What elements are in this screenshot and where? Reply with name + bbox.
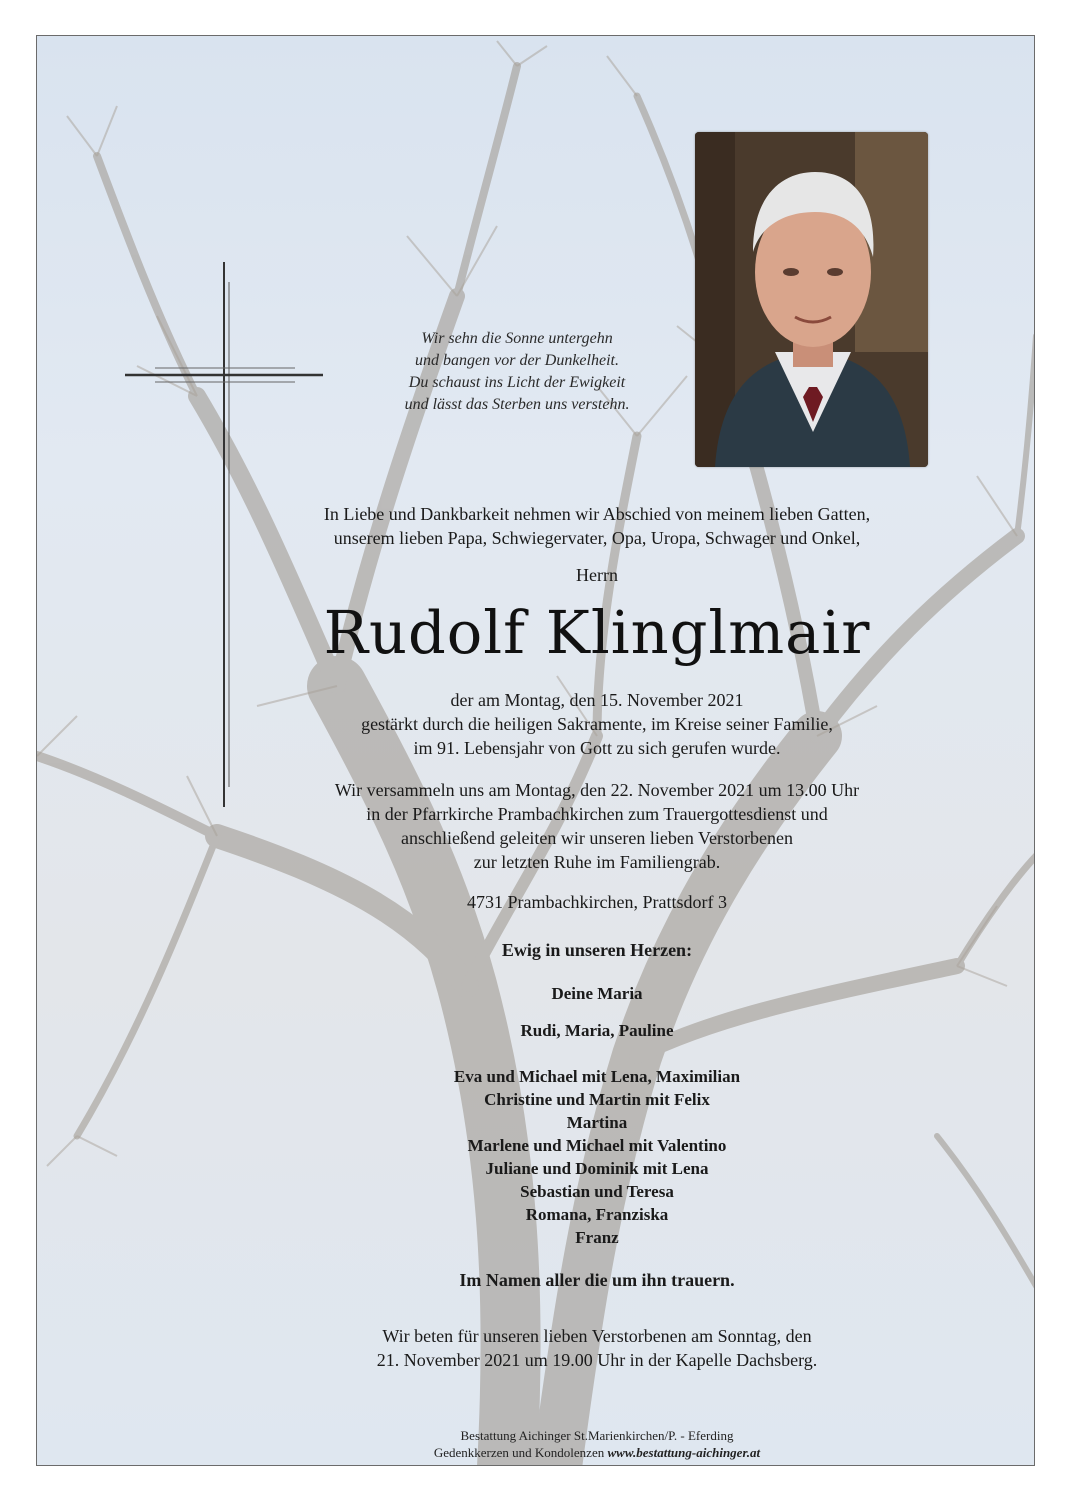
grandchildren-line: Christine und Martin mit Felix	[484, 1090, 710, 1109]
address: 4731 Prambachkirchen, Prattsdorf 3	[467, 892, 727, 912]
prayer-notice	[237, 1324, 957, 1372]
grandchildren-line: Sebastian und Teresa	[520, 1182, 674, 1201]
prayer-line: 21. November 2021 um 19.00 Uhr in der Kapelle Dachsberg.	[376, 1350, 818, 1370]
spouse: Deine Maria	[551, 984, 643, 1003]
intro-line: unserem lieben Papa, Schwiegervater, Opa, Uropa, Schwager und Onkel,	[333, 528, 861, 548]
grandchildren-line: Martina	[566, 1113, 628, 1132]
footer	[237, 1427, 957, 1461]
grandchildren-line: Franz	[575, 1228, 619, 1247]
mourners-heading: Ewig in unseren Herzen:	[501, 940, 693, 960]
death-notice-line: gestärkt durch die heiligen Sakramente, im Kreise seiner Familie,	[361, 714, 833, 734]
portrait-photo	[695, 132, 928, 467]
grandchildren-line: Marlene und Michael mit Valentino	[467, 1136, 727, 1155]
obituary-card	[36, 35, 1035, 1466]
grandchildren-list	[237, 1065, 957, 1249]
funeral-line: zur letzten Ruhe im Familiengrab.	[473, 852, 721, 872]
funeral-line: in der Pfarrkirche Prambachkirchen zum Trauergottesdienst und	[366, 804, 828, 824]
footer-contact	[237, 1444, 957, 1461]
closing-line: Im Namen aller die um ihn trauern.	[459, 1270, 735, 1290]
death-notice-line: der am Montag, den 15. November 2021	[450, 690, 744, 710]
children: Rudi, Maria, Pauline	[520, 1021, 674, 1040]
death-notice	[237, 688, 957, 760]
grandchildren-line: Juliane und Dominik mit Lena	[485, 1159, 709, 1178]
poem-line: und lässt das Sterben uns verstehn.	[404, 396, 630, 413]
poem-line: und bangen vor der Dunkelheit.	[415, 352, 619, 369]
intro-line: In Liebe und Dankbarkeit nehmen wir Abschied von meinem lieben Gatten,	[323, 504, 871, 524]
funeral-line: Wir versammeln uns am Montag, den 22. November 2021 um 13.00 Uhr	[334, 780, 860, 800]
poem-line: Du schaust ins Licht der Ewigkeit	[408, 374, 626, 391]
grandchildren-line: Romana, Franziska	[525, 1205, 669, 1224]
intro-text	[237, 502, 957, 550]
salutation: Herrn	[576, 565, 618, 585]
footer-website-link[interactable]: www.bestattung-aichinger.at	[607, 1445, 761, 1460]
poem	[317, 328, 717, 416]
grandchildren-line: Eva und Michael mit Lena, Maximilian	[453, 1067, 741, 1086]
poem-line: Wir sehn die Sonne untergehn	[421, 330, 613, 347]
funeral-details	[237, 778, 957, 874]
footer-contact-text: Gedenkkerzen und Kondolenzen	[433, 1445, 605, 1460]
prayer-line: Wir beten für unseren lieben Verstorbenen am Sonntag, den	[382, 1326, 812, 1346]
funeral-line: anschließend geleiten wir unseren lieben Verstorbenen	[400, 828, 794, 848]
death-notice-line: im 91. Lebensjahr von Gott zu sich gerufen wurde.	[413, 738, 781, 758]
deceased-name: Rudolf Klinglmair	[323, 598, 871, 667]
footer-company: Bestattung Aichinger St.Marienkirchen/P. - Eferding	[460, 1428, 734, 1443]
